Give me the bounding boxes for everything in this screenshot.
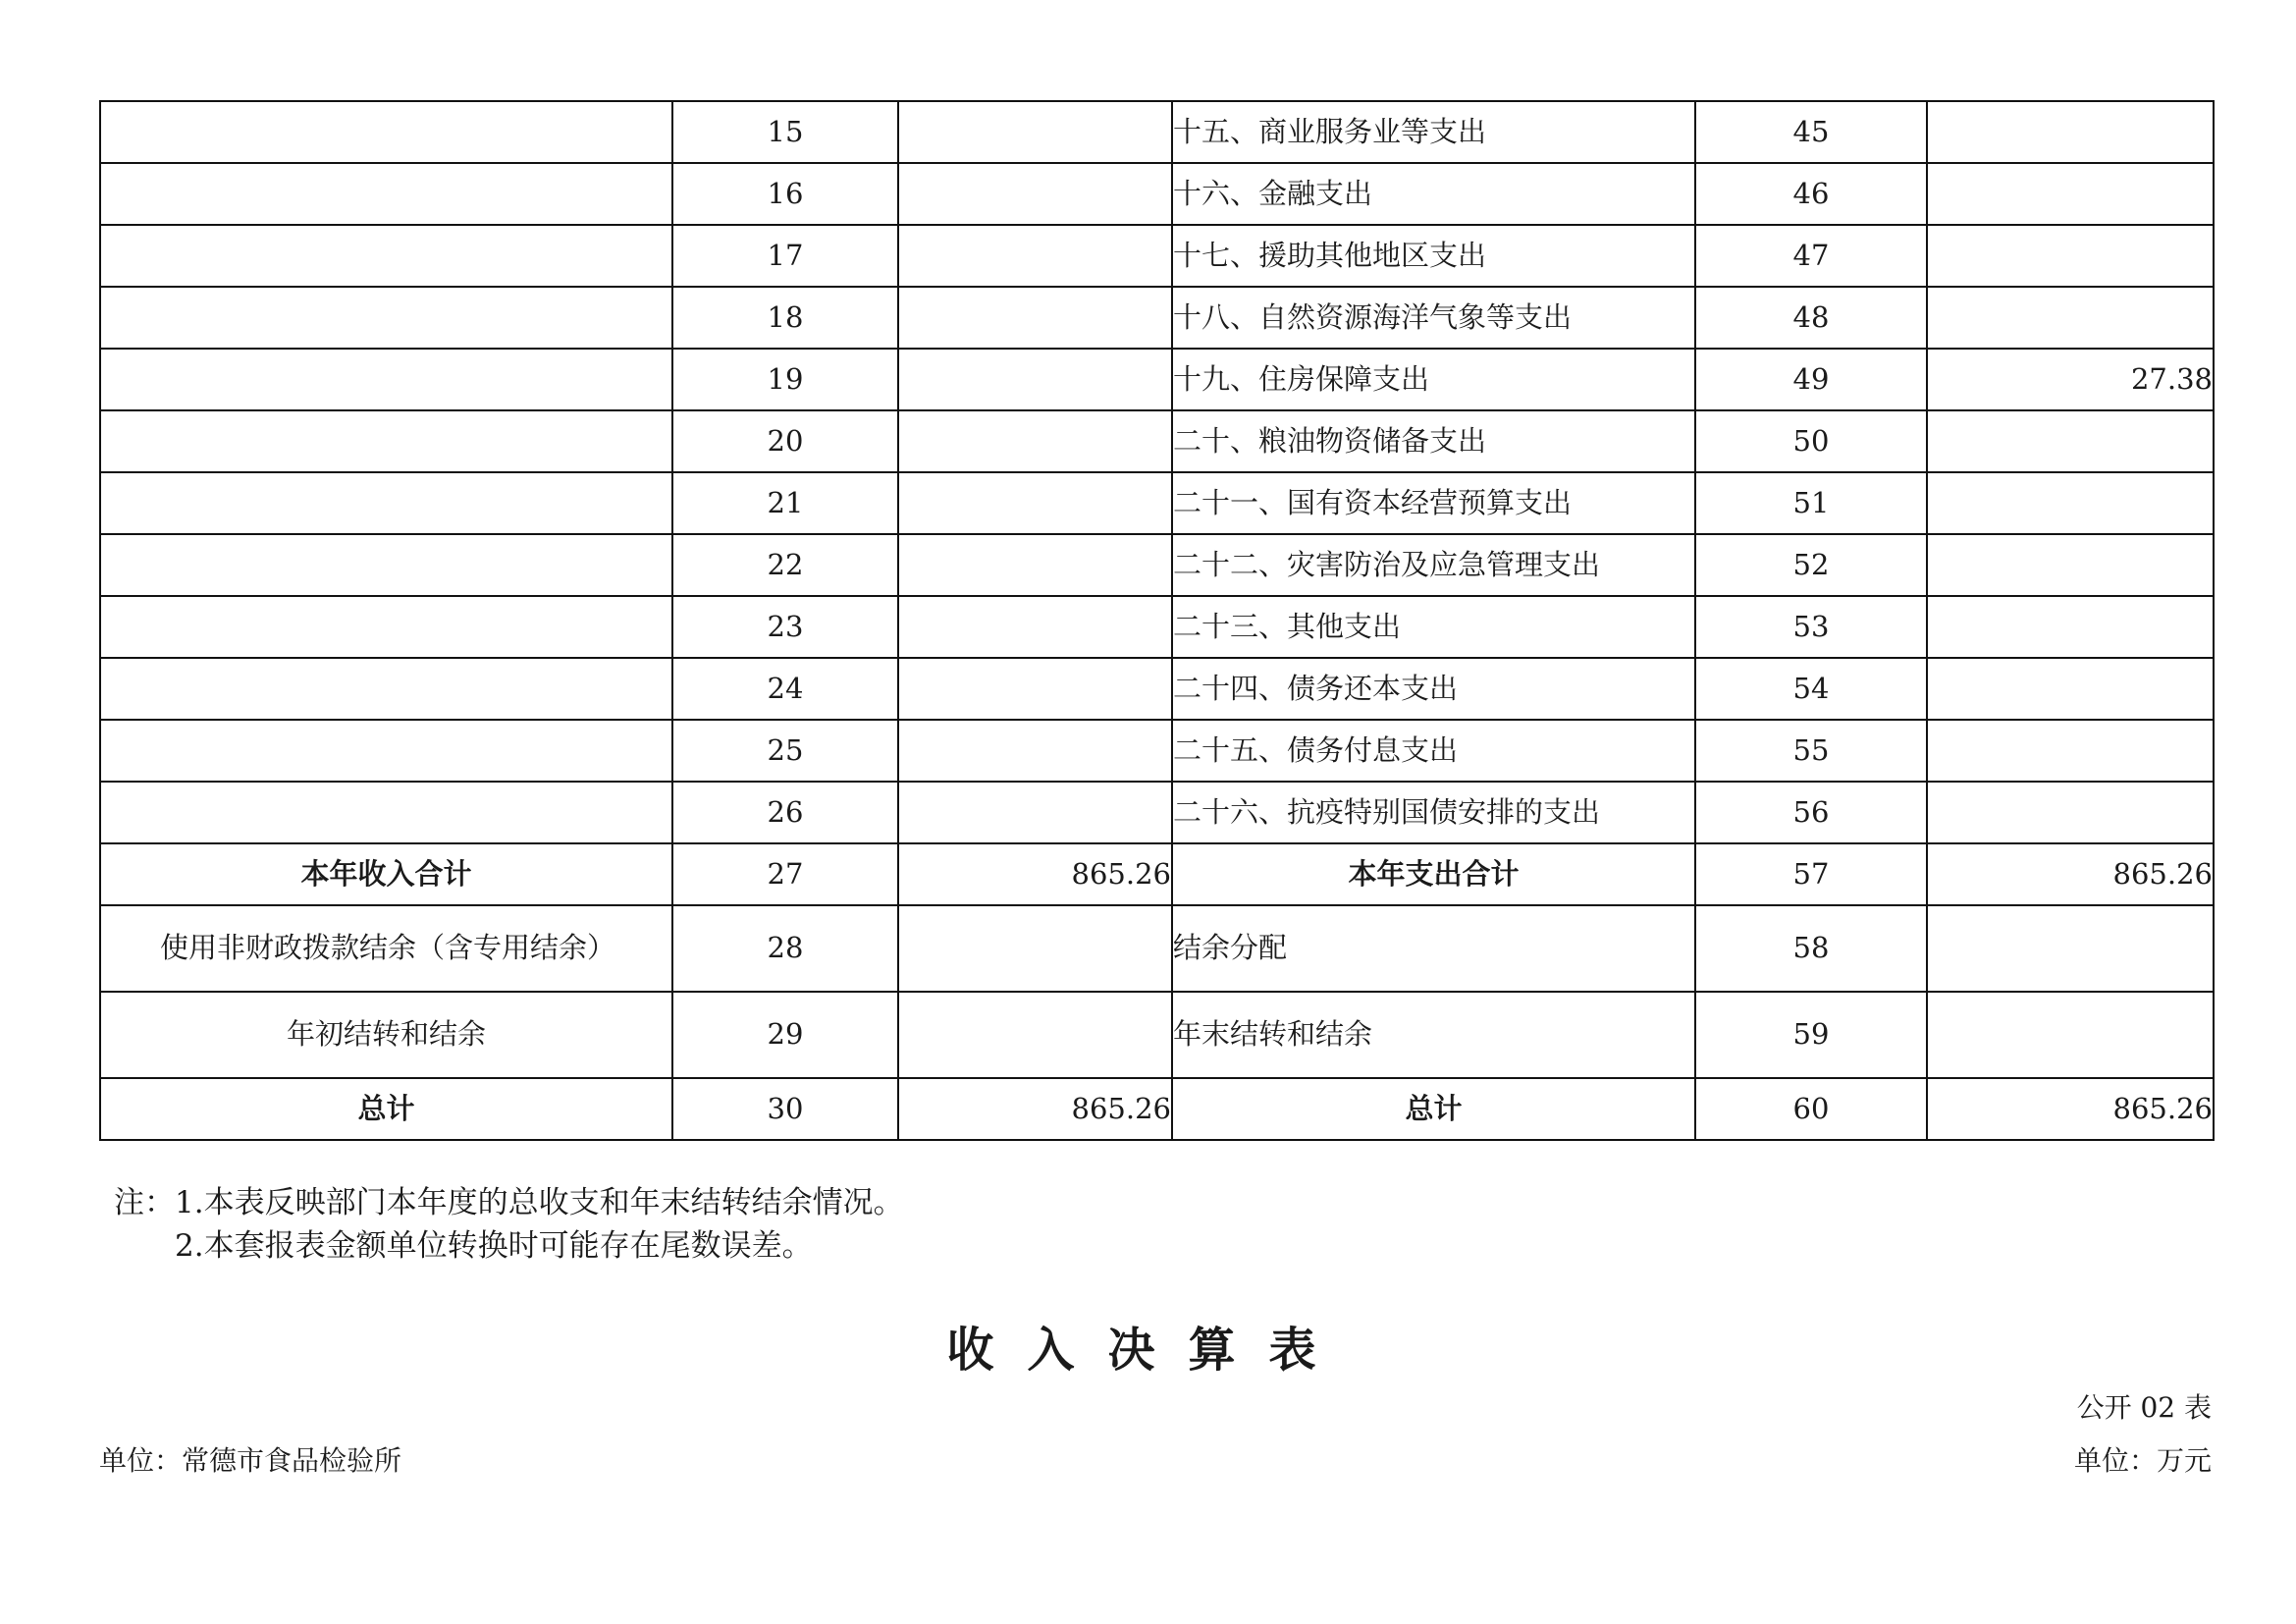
beginning-carryover-amount bbox=[898, 992, 1172, 1078]
table-body bbox=[100, 101, 2214, 1140]
income-line-number: 26 bbox=[672, 782, 898, 843]
expense-line-number: 50 bbox=[1695, 410, 1927, 472]
table-row bbox=[100, 534, 2214, 596]
expense-total-amount: 865.26 bbox=[1927, 843, 2214, 905]
table-row bbox=[100, 410, 2214, 472]
income-item-cell bbox=[100, 658, 672, 720]
grand-total-left-amount: 865.26 bbox=[898, 1078, 1172, 1140]
income-item-cell bbox=[100, 101, 672, 163]
expense-item-label: 二十、粮油物资储备支出 bbox=[1172, 410, 1695, 472]
income-item-cell bbox=[100, 410, 672, 472]
table-row bbox=[100, 349, 2214, 410]
expense-item-label: 二十五、债务付息支出 bbox=[1172, 720, 1695, 782]
income-amount-cell bbox=[898, 720, 1172, 782]
grand-total-left-label: 总计 bbox=[100, 1078, 672, 1140]
expense-item-label: 二十一、国有资本经营预算支出 bbox=[1172, 472, 1695, 534]
grand-total-row bbox=[100, 1078, 2214, 1140]
income-amount-cell bbox=[898, 658, 1172, 720]
table-row bbox=[100, 596, 2214, 658]
expense-item-label: 十六、金融支出 bbox=[1172, 163, 1695, 225]
nonfiscal-balance-amount bbox=[898, 905, 1172, 992]
income-line-number: 18 bbox=[672, 287, 898, 349]
grand-total-right-number: 60 bbox=[1695, 1078, 1927, 1140]
income-item-cell bbox=[100, 287, 672, 349]
note-line-2: 2.本套报表金额单位转换时可能存在尾数误差。 bbox=[175, 1228, 813, 1264]
income-amount-cell bbox=[898, 101, 1172, 163]
expense-item-label: 十九、住房保障支出 bbox=[1172, 349, 1695, 410]
expense-amount bbox=[1927, 163, 2214, 225]
expense-line-number: 53 bbox=[1695, 596, 1927, 658]
expense-line-number: 46 bbox=[1695, 163, 1927, 225]
table-row bbox=[100, 163, 2214, 225]
income-amount-cell bbox=[898, 534, 1172, 596]
expense-total-label: 本年支出合计 bbox=[1172, 843, 1695, 905]
income-amount-cell bbox=[898, 163, 1172, 225]
expense-item-label: 十八、自然资源海洋气象等支出 bbox=[1172, 287, 1695, 349]
income-total-label: 本年收入合计 bbox=[100, 843, 672, 905]
income-line-number: 24 bbox=[672, 658, 898, 720]
expense-amount bbox=[1927, 225, 2214, 287]
income-item-cell bbox=[100, 782, 672, 843]
expense-amount bbox=[1927, 596, 2214, 658]
expense-amount bbox=[1927, 720, 2214, 782]
expense-amount bbox=[1927, 472, 2214, 534]
expense-item-label: 二十四、债务还本支出 bbox=[1172, 658, 1695, 720]
table-notes bbox=[114, 1181, 904, 1268]
expense-line-number: 47 bbox=[1695, 225, 1927, 287]
table-row bbox=[100, 782, 2214, 843]
expense-item-label: 十七、援助其他地区支出 bbox=[1172, 225, 1695, 287]
income-amount-cell bbox=[898, 782, 1172, 843]
income-item-cell bbox=[100, 163, 672, 225]
carryover-row bbox=[100, 992, 2214, 1078]
expense-item-label: 二十六、抗疫特别国债安排的支出 bbox=[1172, 782, 1695, 843]
balance-allocation-label: 结余分配 bbox=[1172, 905, 1695, 992]
expense-amount bbox=[1927, 782, 2214, 843]
expense-line-number: 51 bbox=[1695, 472, 1927, 534]
nonfiscal-balance-label: 使用非财政拨款结余（含专用结余） bbox=[100, 905, 672, 992]
income-amount-cell bbox=[898, 225, 1172, 287]
grand-total-right-amount: 865.26 bbox=[1927, 1078, 2214, 1140]
income-line-number: 19 bbox=[672, 349, 898, 410]
table-code: 公开 02 表 bbox=[2076, 1391, 2212, 1424]
expense-amount bbox=[1927, 534, 2214, 596]
annual-total-row bbox=[100, 843, 2214, 905]
ending-carryover-number: 59 bbox=[1695, 992, 1927, 1078]
income-total-amount: 865.26 bbox=[898, 843, 1172, 905]
expense-line-number: 49 bbox=[1695, 349, 1927, 410]
income-amount-cell bbox=[898, 349, 1172, 410]
expense-line-number: 45 bbox=[1695, 101, 1927, 163]
budget-table bbox=[99, 100, 2215, 1141]
income-line-number: 25 bbox=[672, 720, 898, 782]
income-item-cell bbox=[100, 472, 672, 534]
nonfiscal-balance-row bbox=[100, 905, 2214, 992]
grand-total-right-label: 总计 bbox=[1172, 1078, 1695, 1140]
expense-amount bbox=[1927, 101, 2214, 163]
income-item-cell bbox=[100, 349, 672, 410]
grand-total-left-number: 30 bbox=[672, 1078, 898, 1140]
income-line-number: 15 bbox=[672, 101, 898, 163]
income-total-number: 27 bbox=[672, 843, 898, 905]
expense-line-number: 52 bbox=[1695, 534, 1927, 596]
income-amount-cell bbox=[898, 596, 1172, 658]
note-line-1: 注：1.本表反映部门本年度的总收支和年末结转结余情况。 bbox=[114, 1185, 904, 1220]
page-title: 收入决算表 bbox=[946, 1323, 1350, 1378]
unit-currency: 单位：万元 bbox=[2073, 1444, 2212, 1477]
expense-line-number: 56 bbox=[1695, 782, 1927, 843]
balance-allocation-number: 58 bbox=[1695, 905, 1927, 992]
expense-item-label: 十五、商业服务业等支出 bbox=[1172, 101, 1695, 163]
expense-item-label: 二十三、其他支出 bbox=[1172, 596, 1695, 658]
income-item-cell bbox=[100, 596, 672, 658]
table-row bbox=[100, 287, 2214, 349]
balance-allocation-amount bbox=[1927, 905, 2214, 992]
expense-amount bbox=[1927, 410, 2214, 472]
table-row bbox=[100, 720, 2214, 782]
expense-amount: 27.38 bbox=[1927, 349, 2214, 410]
income-line-number: 20 bbox=[672, 410, 898, 472]
expense-amount bbox=[1927, 658, 2214, 720]
expense-line-number: 55 bbox=[1695, 720, 1927, 782]
ending-carryover-label: 年末结转和结余 bbox=[1172, 992, 1695, 1078]
income-line-number: 23 bbox=[672, 596, 898, 658]
income-item-cell bbox=[100, 225, 672, 287]
expense-total-number: 57 bbox=[1695, 843, 1927, 905]
nonfiscal-balance-number: 28 bbox=[672, 905, 898, 992]
beginning-carryover-number: 29 bbox=[672, 992, 898, 1078]
expense-line-number: 54 bbox=[1695, 658, 1927, 720]
expense-amount bbox=[1927, 287, 2214, 349]
expense-line-number: 48 bbox=[1695, 287, 1927, 349]
ending-carryover-amount bbox=[1927, 992, 2214, 1078]
income-line-number: 21 bbox=[672, 472, 898, 534]
income-line-number: 22 bbox=[672, 534, 898, 596]
income-amount-cell bbox=[898, 472, 1172, 534]
unit-organization: 单位：常德市食品检验所 bbox=[99, 1444, 402, 1477]
expense-item-label: 二十二、灾害防治及应急管理支出 bbox=[1172, 534, 1695, 596]
income-item-cell bbox=[100, 720, 672, 782]
income-amount-cell bbox=[898, 410, 1172, 472]
income-line-number: 17 bbox=[672, 225, 898, 287]
table-row bbox=[100, 101, 2214, 163]
table-row bbox=[100, 472, 2214, 534]
table-row bbox=[100, 658, 2214, 720]
beginning-carryover-label: 年初结转和结余 bbox=[100, 992, 672, 1078]
table-row bbox=[100, 225, 2214, 287]
income-amount-cell bbox=[898, 287, 1172, 349]
income-item-cell bbox=[100, 534, 672, 596]
income-line-number: 16 bbox=[672, 163, 898, 225]
